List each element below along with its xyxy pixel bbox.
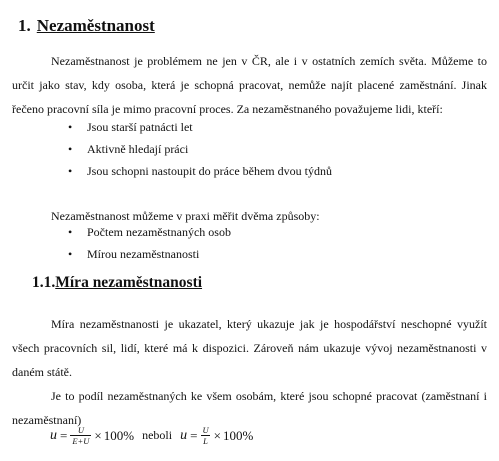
list-item: • Jsou starší patnácti let [68, 116, 332, 138]
list-item: • Počtem nezaměstnaných osob [68, 221, 231, 243]
fraction-numerator: U [202, 425, 209, 435]
share-paragraph: Je to podíl nezaměstnaných ke všem osobám, které jsou schopné pracovat (zaměstnaní i nezaměstnaní) [12, 389, 487, 427]
list-item: • Mírou nezaměstnanosti [68, 243, 231, 265]
formula-fraction [200, 425, 210, 446]
formula-percent: 100% [222, 427, 254, 443]
measure-paragraph: Nezaměstnanost můžeme v praxi měřit dvěma způsoby: [51, 209, 320, 223]
section-number: 1. [18, 16, 31, 35]
fraction-denominator: E+U [72, 436, 90, 446]
subsection-number: 1.1. [32, 274, 56, 291]
formula-equals: = [190, 427, 198, 443]
subsection-title: Míra nezaměstnanosti [55, 274, 203, 291]
criteria-list [68, 116, 332, 182]
fraction-numerator: U [77, 425, 84, 435]
formula-equals: = [60, 427, 68, 443]
section-title: Nezaměstnanost [36, 16, 155, 35]
intro-paragraph: Nezaměstnanost je problémem ne jen v ČR, ale i v ostatních zemích světa. Můžeme to určit jako stav, kdy osoba, která je schopná pracovat, nemůže najít placené zaměstnání. Jinak řečeno pracovní síla je mimo pracovní proces. Za nezaměstnaného považujeme lidi, kteří: [12, 54, 487, 116]
rate-paragraph: Míra nezaměstnanosti je ukazatel, který ukazuje jak je hospodářství neschopné využít všech pracovních sil, lidí, které má k dispozici. Zároveň nám ukazuje vývoj nezaměstnanosti v daném státě. [12, 317, 487, 379]
formula-times: × [213, 427, 221, 443]
formula-connector: neboli [142, 428, 173, 442]
formula-times: × [94, 427, 102, 443]
formula-lhs: u [180, 427, 188, 443]
formula-fraction [70, 425, 91, 446]
formula-lhs: u [50, 427, 57, 443]
subsection-heading [32, 274, 202, 292]
section-heading [18, 16, 155, 36]
unemployment-rate-formula [50, 425, 253, 446]
formula-percent: 100% [103, 427, 135, 443]
list-item: • Aktivně hledají práci [68, 138, 332, 160]
list-item: • Jsou schopni nastoupit do práce během dvou týdnů [68, 160, 332, 182]
fraction-denominator: L [203, 436, 208, 446]
methods-list [68, 221, 231, 265]
